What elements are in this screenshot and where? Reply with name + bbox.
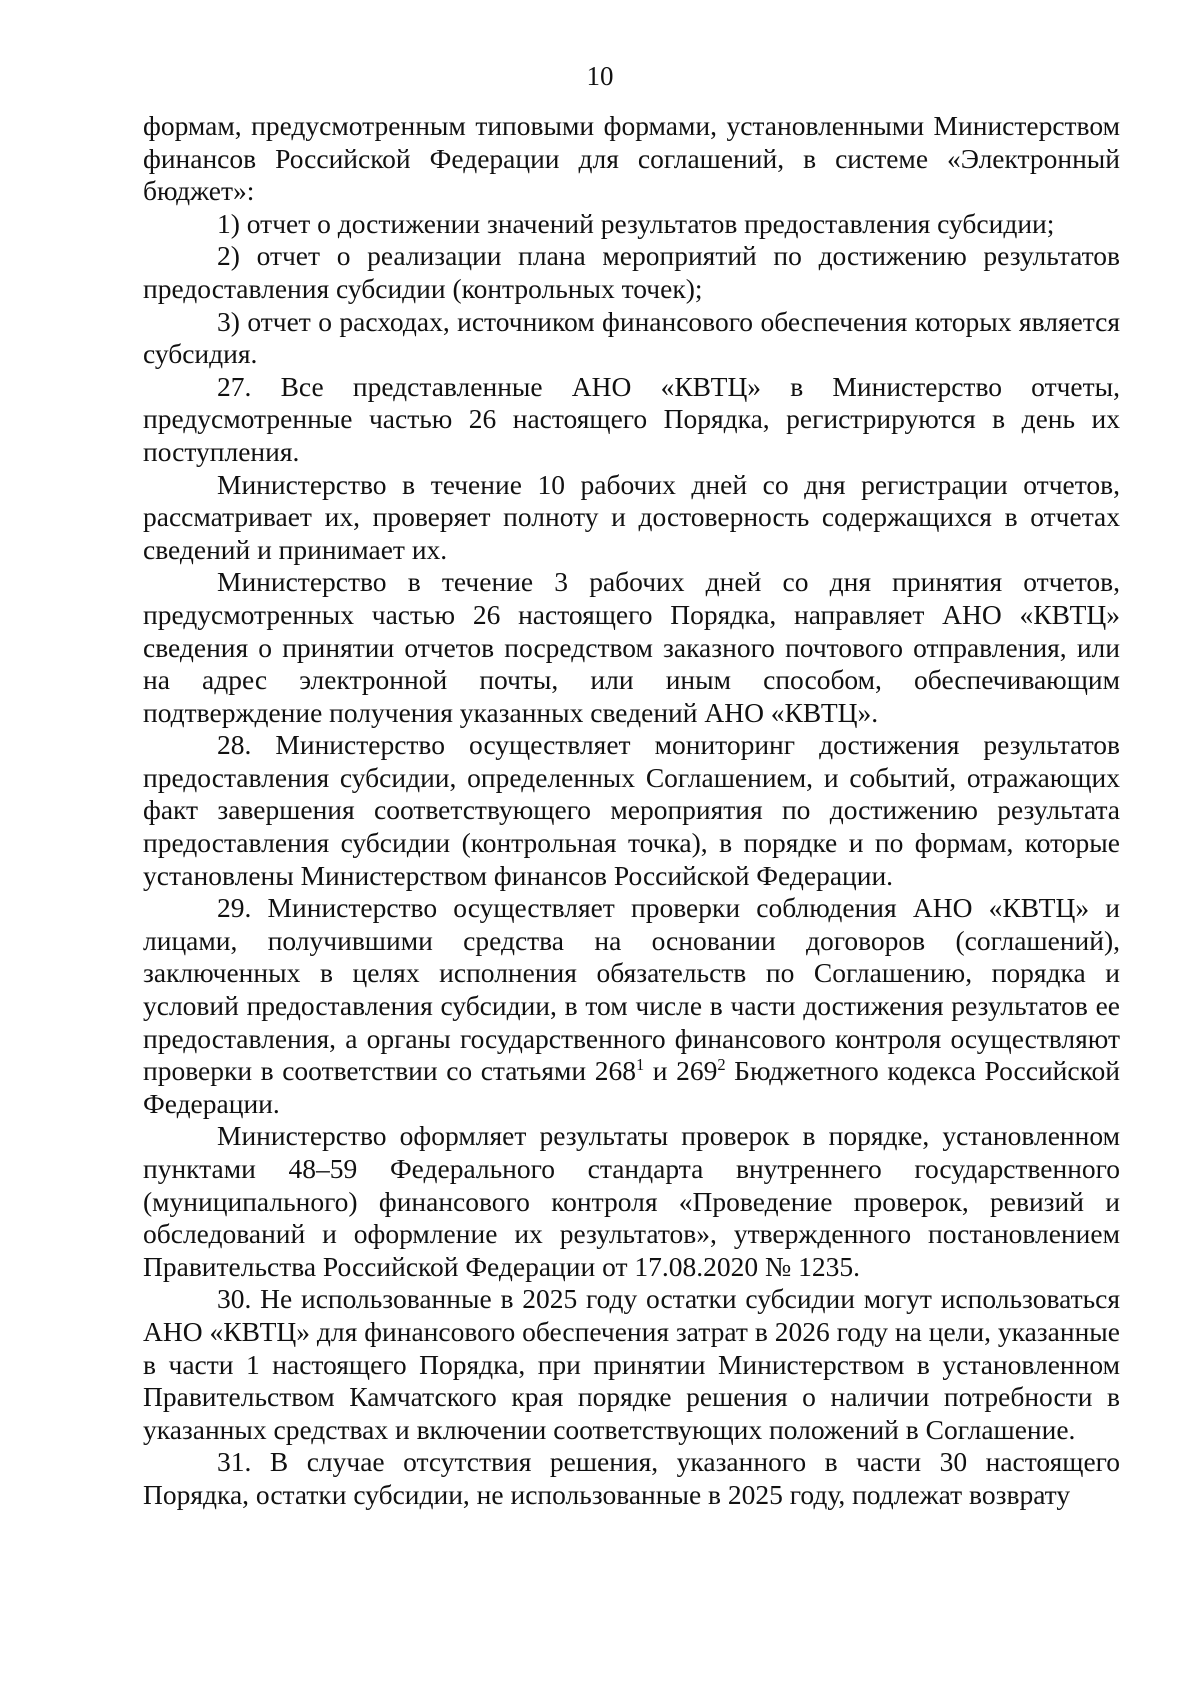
paragraph-report-1: 1) отчет о достижении значений результатов предоставления субсидии; [217, 207, 1055, 239]
article-superscript-2: 2 [717, 1055, 726, 1075]
paragraph-clause-29 [143, 892, 1120, 1120]
paragraph-clause-31: 31. В случае отсутствия решения, указанного в части 30 настоящего Порядка, остатки субсидии, не использованные в 2025 году, подлежат возврату [143, 1446, 1120, 1510]
paragraph-inspection-results: Министерство оформляет результаты проверок в порядке, установленном пунктами 48–59 Федерального стандарта внутреннего государственного (муниципального) финансового контроля «Проведение проверок, ревизий и обследований и оформление их результатов», утвержденного постановлением Правительства Российской Федерации от 17.08.2020 № 1235. [143, 1120, 1120, 1282]
clause-29-text-after: Бюджетного кодекса Российской Федерации. [143, 1055, 1121, 1119]
page-number: 10 [586, 61, 614, 91]
paragraph-continuation: формам, предусмотренным типовыми формами, установленными Министерством финансов Российской Федерации для соглашений, в системе «Электронный бюджет»: [143, 110, 1120, 207]
paragraph-acceptance-notice: Министерство в течение 3 рабочих дней со дня принятия отчетов, предусмотренных частью 26 настоящего Порядка, направляет АНО «КВТЦ» сведения о принятии отчетов посредством заказного почтового отправления, или на адрес электронной почты, или иным способом, обеспечивающим подтверждение получения указанных сведений АНО «КВТЦ». [143, 566, 1120, 728]
article-superscript-1: 1 [635, 1055, 645, 1075]
paragraph-clause-30: 30. Не использованные в 2025 году остатки субсидии могут использоваться АНО «КВТЦ» для финансового обеспечения затрат в 2026 году на цели, указанные в части 1 настоящего Порядка, при принятии Министерством в установленном Правительством Камчатского края порядке решения о наличии потребности в указанных средствах и включении соответствующих положений в Соглашение. [143, 1283, 1120, 1445]
paragraph-clause-28: 28. Министерство осуществляет мониторинг достижения результатов предоставления субсидии, определенных Соглашением, и событий, отражающих факт завершения соответствующего мероприятия по достижению результата предоставления субсидии (контрольная точка), в порядке и по формам, которые установлены Министерством финансов Российской Федерации. [143, 729, 1120, 891]
document-body [143, 110, 1120, 1512]
paragraph-clause-27: 27. Все представленные АНО «КВТЦ» в Министерство отчеты, предусмотренные частью 26 настоящего Порядка, регистрируются в день их поступления. [143, 370, 1120, 467]
clause-29-text-before: 29. Министерство осуществляет проверки соблюдения АНО «КВТЦ» и лицами, получившими средства на основании договоров (соглашений), заключенных в целях исполнения обязательств по Соглашению, порядка и условий предоставления субсидии, в том числе в части достижения результатов ее предоставления, а органы государственного финансового контроля осуществляют проверки в соответствии со статьями 268 [143, 892, 1120, 1087]
clause-29-text-middle: и 269 [644, 1055, 718, 1087]
paragraph-report-2: 2) отчет о реализации плана мероприятий по достижению результатов предоставления субсидии (контрольных точек); [143, 240, 1120, 304]
paragraph-review-reports: Министерство в течение 10 рабочих дней со дня регистрации отчетов, рассматривает их, проверяет полноту и достоверность содержащихся в отчетах сведений и принимает их. [143, 468, 1120, 565]
paragraph-report-3: 3) отчет о расходах, источником финансового обеспечения которых является субсидия. [143, 305, 1120, 370]
